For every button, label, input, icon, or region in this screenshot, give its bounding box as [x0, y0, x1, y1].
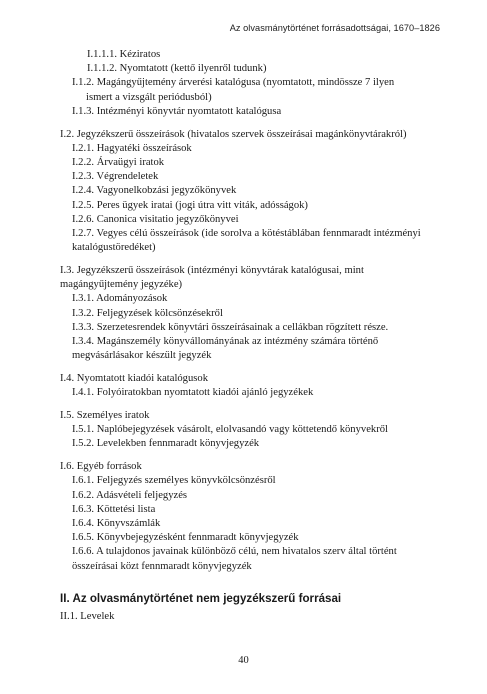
outline-item-continuation: megvásárlásakor készült jegyzék	[72, 350, 212, 362]
outline-item: I.1.1.1. Kéziratos	[87, 49, 161, 60]
outline-item: I.2.2. Árvaügyi iratok	[72, 157, 165, 169]
outline-item: I.2.4. Vagyonelkobzási jegyzőkönyvek	[72, 185, 237, 197]
outline-item: I.3.4. Magánszemély könyvállományának az intézmény számára történő	[72, 336, 379, 348]
outline-group-heading: I.6. Egyéb források	[60, 461, 142, 473]
outline-group-heading: I.5. Személyes iratok	[60, 410, 150, 422]
outline-item: I.3.2. Feljegyzések kölcsönzésekről	[72, 307, 223, 319]
outline-item: I.2.3. Végrendeletek	[72, 171, 159, 183]
outline-item: I.6.5. Könyvbejegyzésként fennmaradt könyvjegyzék	[72, 532, 299, 544]
outline-item: I.4.1. Folyóiratokban nyomtatott kiadói ajánló jegyzékek	[72, 387, 314, 399]
outline-item-continuation: ismert a vizsgált periódusból)	[86, 91, 212, 103]
outline-group-heading: I.2. Jegyzékszerű összeírások (hivatalos szervek összeírásai magánkönyvtárakról)	[60, 128, 407, 140]
page-number: 40	[238, 655, 249, 666]
section-heading: II. Az olvasmánytörténet nem jegyzékszerű forrásai	[60, 591, 342, 605]
outline-item: I.2.1. Hagyatéki összeírások	[72, 142, 192, 154]
outline-item: I.5.1. Naplóbejegyzések vásárolt, elolvasandó vagy köttetendő könyvekről	[72, 424, 388, 436]
outline-item: I.3.1. Adományozások	[72, 293, 168, 305]
outline-group-heading: II.1. Levelek	[60, 610, 115, 622]
outline-item: I.2.6. Canonica visitatio jegyzőkönyvei	[72, 213, 239, 225]
outline-item: I.6.2. Adásvételi feljegyzés	[72, 489, 188, 501]
outline-item: I.5.2. Levelekben fennmaradt könyvjegyzék	[72, 438, 260, 450]
outline-item: I.1.2. Magángyűjtemény árverési katalógusa (nyomtatott, mindössze 7 ilyen	[72, 77, 395, 89]
outline-item: I.2.7. Vegyes célú összeírások (ide sorolva a kötéstáblában fennmaradt intézményi	[72, 228, 421, 240]
outline-item: I.6.1. Feljegyzés személyes könyvkölcsönzésről	[72, 475, 276, 487]
outline-item-continuation: katalógustöredéket)	[72, 242, 156, 254]
outline-item-continuation: összeírásai közt fennmaradt könyvjegyzék	[72, 560, 252, 572]
outline-item: I.2.5. Peres ügyek iratai (jogi útra vitt viták, adósságok)	[72, 199, 308, 211]
outline-item: I.1.3. Intézményi könyvtár nyomtatott katalógusa	[72, 105, 282, 117]
outline-item: I.6.4. Könyvszámlák	[72, 518, 161, 530]
outline-item: I.6.3. Köttetési lista	[72, 503, 156, 515]
outline-group-heading: I.4. Nyomtatott kiadói katalógusok	[60, 373, 208, 385]
outline-group-heading: I.3. Jegyzékszerű összeírások (intézményi könyvtárak katalógusai, mint	[60, 265, 364, 277]
outline	[60, 48, 440, 624]
outline-item: I.1.1.2. Nyomtatott (kettő ilyenről tudunk)	[87, 63, 267, 75]
outline-item: I.3.3. Szerzetesrendek könyvtári összeírásainak a cellákban rögzített része.	[72, 321, 389, 333]
outline-group-heading-continuation: magángyűjtemény jegyzéke)	[60, 279, 183, 291]
running-header: Az olvasmánytörténet forrásadottságai, 1670–1826	[229, 23, 440, 33]
outline-item: I.6.6. A tulajdonos javainak különböző célú, nem hivatalos szerv által történt	[72, 546, 397, 558]
